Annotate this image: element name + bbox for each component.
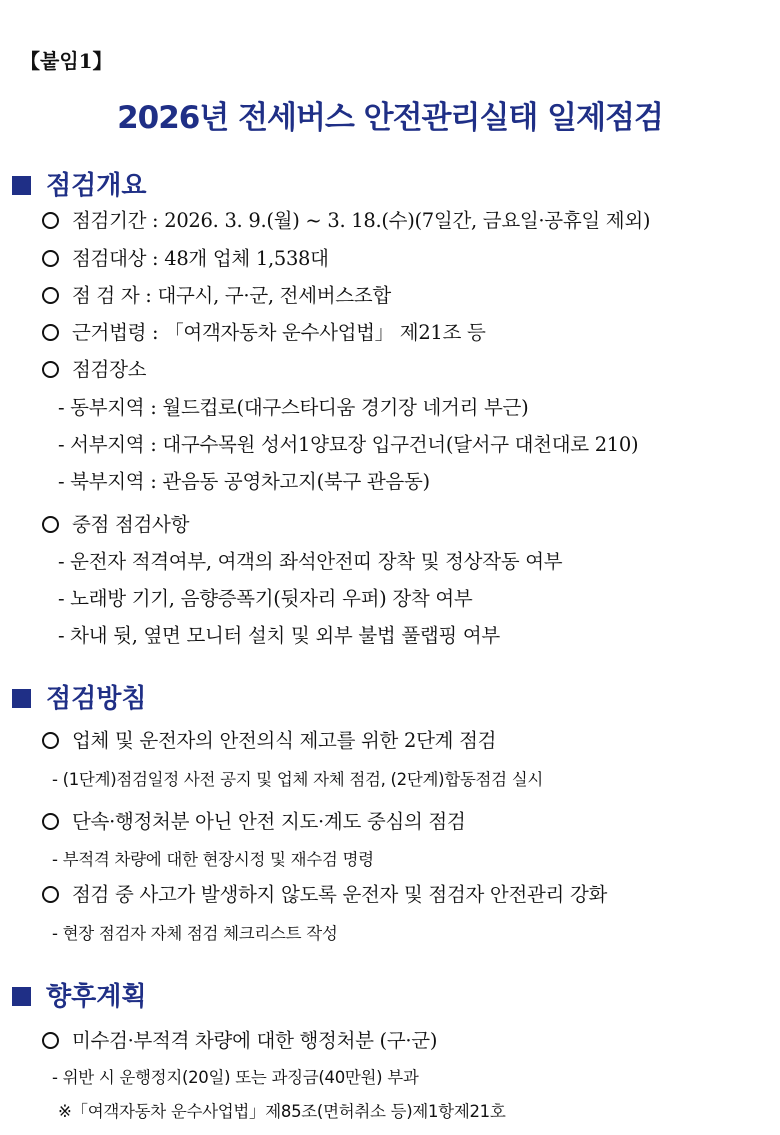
square-bullet-icon [12, 176, 31, 195]
focus-item: - 노래방 기기, 음향증폭기(뒷자리 우퍼) 장착 여부 [58, 587, 473, 610]
policy-sub-item: - 현장 점검자 자체 점검 체크리스트 작성 [52, 924, 338, 943]
place-item: - 서부지역 : 대구수목원 성서1양묘장 입구건너(달서구 대천대로 210) [58, 433, 639, 456]
place-item: - 북부지역 : 관음동 공영차고지(북구 관음동) [58, 470, 430, 493]
circle-bullet-icon [42, 732, 59, 749]
circle-bullet-icon [42, 250, 59, 267]
section-heading-policy [12, 678, 146, 715]
focus-heading: 중점 점검사항 [72, 513, 190, 536]
circle-bullet-icon [42, 1032, 59, 1049]
attachment-label: 【붙임1】 [20, 49, 113, 73]
square-bullet-icon [12, 689, 31, 708]
policy-item: 업체 및 운전자의 안전의식 제고를 위한 2단계 점검 [72, 729, 497, 752]
section-heading-overview [12, 165, 146, 202]
circle-bullet-icon [42, 886, 59, 903]
circle-bullet-icon [42, 361, 59, 378]
overview-item: 점검기간 : 2026. 3. 9.(월) ~ 3. 18.(수)(7일간, 금요일·공휴일 제외) [72, 209, 651, 232]
policy-sub-item: - (1단계)점검일정 사전 공지 및 업체 자체 점검, (2단계)합동점검 실시 [52, 770, 544, 789]
circle-bullet-icon [42, 287, 59, 304]
section-heading-label: 점검방침 [46, 684, 147, 714]
circle-bullet-icon [42, 516, 59, 533]
circle-bullet-icon [42, 324, 59, 341]
plan-note: ※「여객자동차 운수사업법」제85조(면허취소 등)제1항제21호 [58, 1102, 506, 1121]
focus-item: - 운전자 적격여부, 여객의 좌석안전띠 장착 및 정상작동 여부 [58, 550, 563, 573]
overview-item: 점검장소 [72, 358, 147, 381]
section-heading-label: 점검개요 [46, 171, 147, 201]
policy-item: 점검 중 사고가 발생하지 않도록 운전자 및 점검자 안전관리 강화 [72, 883, 608, 906]
overview-item: 근거법령 : 「여객자동차 운수사업법」 제21조 등 [72, 321, 486, 344]
section-heading-plan [12, 976, 146, 1013]
circle-bullet-icon [42, 813, 59, 830]
overview-item: 점 검 자 : 대구시, 구·군, 전세버스조합 [72, 284, 391, 307]
place-item: - 동부지역 : 월드컵로(대구스타디움 경기장 네거리 부근) [58, 396, 529, 419]
policy-item: 단속·행정처분 아닌 안전 지도·계도 중심의 점검 [72, 810, 466, 833]
focus-item: - 차내 뒷, 옆면 모니터 설치 및 외부 불법 풀랩핑 여부 [58, 624, 500, 647]
policy-sub-item: - 부적격 차량에 대한 현장시정 및 재수검 명령 [52, 850, 374, 869]
plan-sub-item: - 위반 시 운행정지(20일) 또는 과징금(40만원) 부과 [52, 1068, 419, 1087]
section-heading-label: 향후계획 [46, 982, 147, 1012]
plan-item: 미수검·부적격 차량에 대한 행정처분 (구·군) [72, 1029, 438, 1052]
overview-item: 점검대상 : 48개 업체 1,538대 [72, 247, 329, 270]
circle-bullet-icon [42, 212, 59, 229]
page-title: 2026년 전세버스 안전관리실태 일제점검 [117, 100, 663, 136]
square-bullet-icon [12, 987, 31, 1006]
